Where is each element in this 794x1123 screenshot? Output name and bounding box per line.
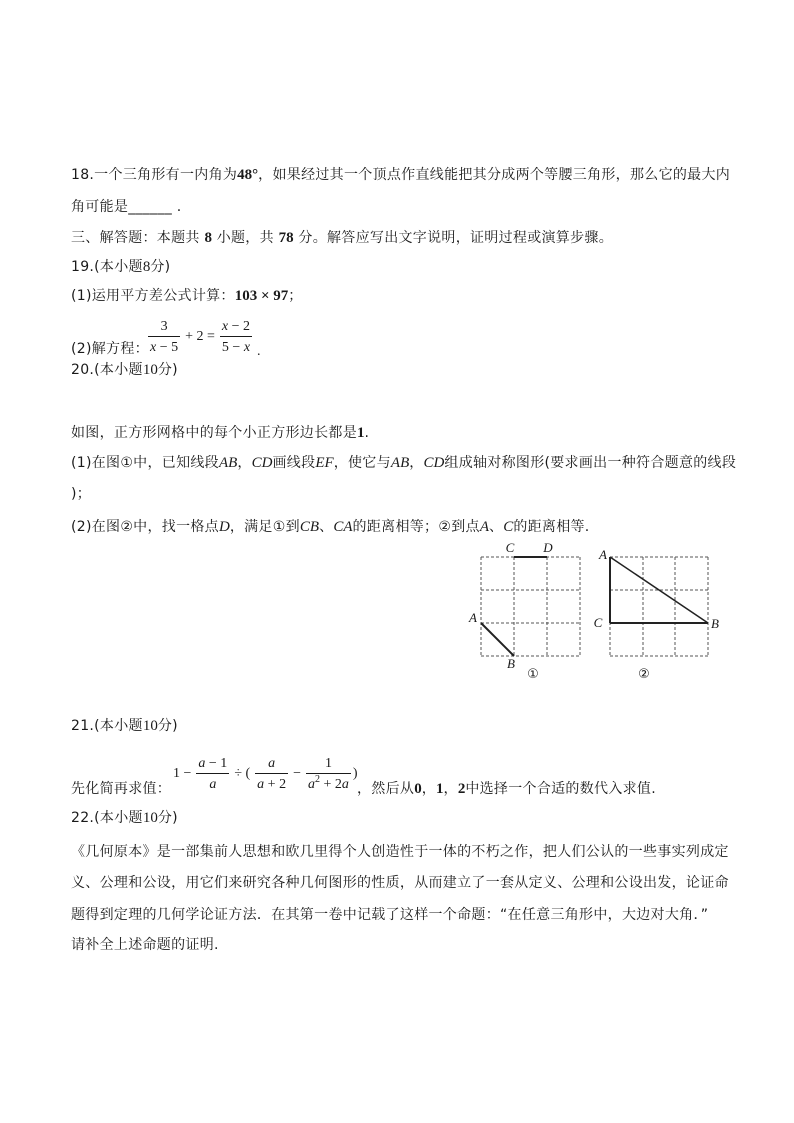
figure-2-grid — [610, 557, 708, 656]
q21-suffix-comma: ， — [421, 781, 437, 797]
q21-suffix-text: ，然后从 — [357, 781, 415, 797]
section-3-question-count: 8 — [204, 230, 212, 246]
q19-part1-expression: 103 × 97 — [234, 288, 289, 304]
q19-equation — [146, 317, 264, 359]
q19-header-end: 分) — [150, 259, 171, 275]
figure-1-segment-ab — [481, 623, 514, 656]
q22-header — [71, 808, 178, 828]
q18-line2-text: 角可能是 — [71, 199, 129, 215]
segment-ab: AB — [218, 455, 238, 471]
q19-header-text: 19.(本小题 — [71, 259, 143, 275]
fraction-numerator — [148, 317, 180, 337]
segment-ca: CA — [333, 519, 353, 535]
q21-prefix: 先化简再求值： — [71, 781, 172, 797]
q21-choice-0: 0 — [414, 781, 422, 797]
denominator-rest: + 2 — [264, 777, 287, 792]
fraction-numerator — [220, 317, 252, 337]
q22-score: 10 — [142, 810, 158, 826]
variable-a: a — [268, 756, 276, 771]
q21-choice-1: 1 — [436, 781, 444, 797]
fraction-denominator — [196, 774, 229, 793]
q22-body-line: 义、公理和公设，用它们来研究各种几何图形的性质，从而建立了一套从定义、公理和公设出发，论证命 — [71, 875, 729, 891]
formula-fraction-3 — [306, 754, 351, 793]
segment-cd: CD — [251, 455, 273, 471]
q20-part2-text: ，满足①到 — [229, 519, 300, 535]
numerator-rest: − 1 — [205, 756, 228, 771]
fraction-numerator — [306, 754, 351, 774]
q18-line-1 — [71, 165, 730, 185]
q18-angle-value: 48° — [237, 167, 259, 183]
q21-header-end: 分) — [157, 718, 178, 734]
section-3-heading — [71, 228, 613, 248]
q19-header — [71, 257, 170, 277]
q20-part-2 — [71, 517, 590, 537]
q21-header — [71, 716, 178, 736]
figure-2-caption: ② — [638, 667, 650, 682]
equation-middle: + 2 = — [185, 328, 215, 344]
q19-part1-text: (1)运用平方差公式计算： — [71, 288, 235, 304]
section-3-text-c: 分。解答应写出文字说明，证明过程或演算步骤。 — [293, 230, 614, 246]
q18-line-2 — [71, 197, 182, 217]
point-d: D — [218, 519, 230, 535]
formula-lead: 1 − — [173, 765, 192, 781]
q22-body-line: 请补全上述命题的证明. — [71, 937, 219, 953]
segment-ab: AB — [390, 455, 410, 471]
variable-x: x — [150, 340, 157, 355]
q20-figures — [460, 540, 725, 685]
exponent: 2 — [314, 774, 320, 785]
q20-part2-text: 的距离相等；②到点 — [352, 519, 480, 535]
formula-close-paren: ) — [352, 765, 358, 781]
formula-fraction-2 — [255, 754, 288, 793]
equation-fraction-right — [220, 317, 252, 356]
q22-body-line: 《几何原本》是一部集前人思想和欧几里得个人创造性于一体的不朽之作，把人们公认的一些事实列成定 — [71, 844, 729, 860]
figure-2-label-a: A — [599, 547, 607, 562]
q20-part-1-line-2: )； — [71, 486, 92, 502]
q22-header-end: 分) — [157, 810, 178, 826]
q18-text-end: ，如果经过其一个顶点作直线能把其分成两个等腰三角形，那么它的最大内 — [258, 167, 731, 183]
variable-x: x — [243, 340, 251, 355]
q21-suffix-end: 中选择一个合适的数代入求值. — [465, 781, 656, 797]
q20-part1-text: (1)在图①中，已知线段 — [71, 455, 219, 471]
q20-part1-text: ，使它与 — [333, 455, 391, 471]
variable-x: x — [221, 319, 229, 334]
figure-1-label-b: B — [507, 656, 515, 671]
segment-cb: CB — [299, 519, 320, 535]
numerator-value: 1 — [324, 756, 332, 771]
figure-1-grid — [481, 557, 580, 656]
figure-1-label-d: D — [543, 540, 553, 555]
fraction-denominator — [255, 774, 288, 793]
segment-cd: CD — [423, 455, 445, 471]
section-3-total-score: 78 — [278, 230, 294, 246]
q20-intro — [71, 423, 369, 443]
denominator-rest: − 5 — [156, 340, 179, 355]
q19-part-2-label: (2)解方程： — [71, 341, 149, 357]
q20-part2-text: 、 — [319, 519, 334, 535]
q20-part-1-line-1 — [71, 453, 736, 473]
figure-1-caption: ① — [527, 667, 539, 682]
figure-2-label-c: C — [593, 615, 603, 630]
q20-part2-text: 、 — [488, 519, 504, 535]
q18-line2-end: . — [172, 199, 182, 215]
numerator-value: 3 — [160, 319, 168, 334]
q20-intro-text: 如图，正方形网格中的每个小正方形边长都是 — [71, 425, 357, 441]
q22-header-text: 22.(本小题 — [71, 810, 143, 826]
q18-answer-blank: ______ — [128, 199, 173, 215]
point-a: A — [479, 519, 489, 535]
formula-minus: − — [293, 765, 301, 781]
q21-score: 10 — [142, 718, 158, 734]
q20-intro-end: . — [364, 425, 370, 441]
fraction-numerator — [255, 754, 288, 774]
segment-ef: EF — [315, 455, 334, 471]
variable-a: a — [307, 777, 315, 792]
q20-part1-text: ， — [237, 455, 252, 471]
section-3-text-a: 三、解答题：本题共 — [71, 230, 205, 246]
formula-divide-open: ÷ ( — [234, 765, 251, 781]
figure-1-label-c: C — [505, 540, 515, 555]
q20-part1-text: ， — [409, 455, 424, 471]
q19-part-1 — [71, 286, 303, 306]
fraction-denominator — [220, 337, 252, 356]
denominator-middle: + 2 — [319, 777, 342, 792]
q20-score: 10 — [142, 362, 158, 378]
q22-body-line: 题得到定理的几何学论证方法．在其第一卷中记载了这样一个命题：“在任意三角形中，大边对大角．” — [71, 907, 709, 923]
q21-header-text: 21.(本小题 — [71, 718, 143, 734]
q20-part1-text: 组成轴对称图形(要求画出一种符合题意的线段 — [444, 455, 737, 471]
variable-a: a — [198, 756, 206, 771]
q21-formula — [170, 754, 361, 793]
section-3-text-b: 小题，共 — [211, 230, 279, 246]
q20-part2-text: 的距离相等. — [513, 519, 590, 535]
q20-part2-text: (2)在图②中，找一格点 — [71, 519, 219, 535]
fraction-denominator — [306, 774, 351, 793]
variable-a: a — [257, 777, 265, 792]
fraction-denominator — [148, 337, 180, 356]
point-c: C — [503, 519, 514, 535]
variable-a: a — [209, 777, 217, 792]
q20-part1-text: 画线段 — [272, 455, 316, 471]
q20-side-length: 1 — [357, 425, 365, 441]
q21-suffix-comma: ， — [443, 781, 458, 797]
q21-choice-2: 2 — [457, 781, 466, 797]
q20-header-end: 分) — [157, 362, 178, 378]
equation-end-period: . — [257, 344, 261, 359]
q19-part1-end: ； — [288, 288, 303, 304]
figure-2-label-b: B — [711, 616, 719, 631]
formula-fraction-1 — [196, 754, 229, 793]
q18-text-start: 18.一个三角形有一内角为 — [71, 167, 238, 183]
figure-1-label-a: A — [469, 610, 477, 625]
numerator-rest: − 2 — [228, 319, 251, 334]
q20-header-text: 20.(本小题 — [71, 362, 143, 378]
q19-score: 8 — [142, 259, 151, 275]
fraction-numerator — [196, 754, 229, 774]
q21-suffix — [357, 779, 656, 799]
variable-a: a — [341, 777, 349, 792]
q20-header — [71, 360, 178, 380]
denominator-start: 5 − — [221, 340, 244, 355]
equation-fraction-left — [148, 317, 180, 356]
figure-2-side-ab — [610, 557, 708, 623]
